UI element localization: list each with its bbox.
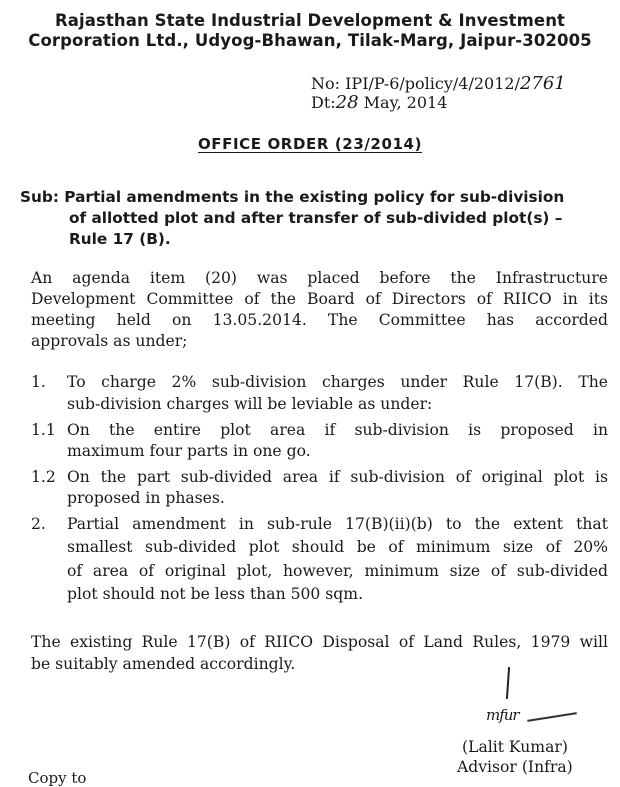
subject-line-3: Rule 17 (B). xyxy=(69,230,171,248)
copy-to-fragment: Copy to xyxy=(28,769,87,787)
item-1-1-line-1: On the entire plot area if sub-division is proposed in xyxy=(67,421,608,439)
reference-number-prefix: No: IPI/P-6/policy/4/2012/ xyxy=(311,74,520,93)
reference-date xyxy=(311,93,447,113)
intro-line-4: approvals as under; xyxy=(31,332,188,350)
signature-mark: mfur xyxy=(486,706,519,724)
item-2-line-2: smallest sub-divided plot should be of minimum size of 20% xyxy=(67,538,608,556)
reference-date-prefix: Dt: xyxy=(311,93,336,112)
item-2-line-4: plot should not be less than 500 sqm. xyxy=(67,585,364,603)
signatory-name: (Lalit Kumar) xyxy=(462,738,568,756)
reference-number xyxy=(311,74,566,94)
intro-line-1: An agenda item (20) was placed before the Infrastructure xyxy=(31,269,608,287)
signatory-designation: Advisor (Infra) xyxy=(457,758,573,776)
closing-line-1: The existing Rule 17(B) of RIICO Disposal of Land Rules, 1979 will xyxy=(31,633,608,651)
subject-line-1: Sub: Partial amendments in the existing policy for sub-division xyxy=(20,188,565,206)
item-2-line-3: of area of original plot, however, minimum size of sub-divided xyxy=(67,562,608,580)
org-name-line-2: Corporation Ltd., Udyog-Bhawan, Tilak-Marg, Jaipur-302005 xyxy=(28,31,592,50)
item-2-line-1: Partial amendment in sub-rule 17(B)(ii)(b) to the extent that xyxy=(67,515,608,533)
item-1-2-line-2: proposed in phases. xyxy=(67,489,225,507)
signature-stroke xyxy=(506,667,510,699)
item-1-line-1: To charge 2% sub-division charges under Rule 17(B). The xyxy=(67,373,608,391)
item-1-1-line-2: maximum four parts in one go. xyxy=(67,442,311,460)
item-1-2-line-1: On the part sub-divided area if sub-division of original plot is xyxy=(67,468,608,486)
reference-date-handwritten: 28 xyxy=(335,92,359,113)
office-order-title: OFFICE ORDER (23/2014) xyxy=(197,135,423,153)
item-1-line-2: sub-division charges will be leviable as under: xyxy=(67,395,433,413)
subject-line-2: of allotted plot and after transfer of sub-divided plot(s) – xyxy=(69,209,563,227)
org-name-line-1: Rajasthan State Industrial Development & Investment xyxy=(54,11,566,30)
reference-date-suffix: May, 2014 xyxy=(363,93,448,112)
item-number-1-2: 1.2 xyxy=(31,468,56,486)
item-number-1-1: 1.1 xyxy=(31,421,56,439)
intro-line-3: meeting held on 13.05.2014. The Committee has accorded xyxy=(31,311,608,329)
closing-line-2: be suitably amended accordingly. xyxy=(31,655,296,673)
signature-underline xyxy=(527,712,577,721)
reference-number-handwritten: 2761 xyxy=(519,73,566,94)
item-number-2: 2. xyxy=(31,515,46,533)
intro-line-2: Development Committee of the Board of Directors of RIICO in its xyxy=(31,290,608,308)
item-number-1: 1. xyxy=(31,373,46,391)
